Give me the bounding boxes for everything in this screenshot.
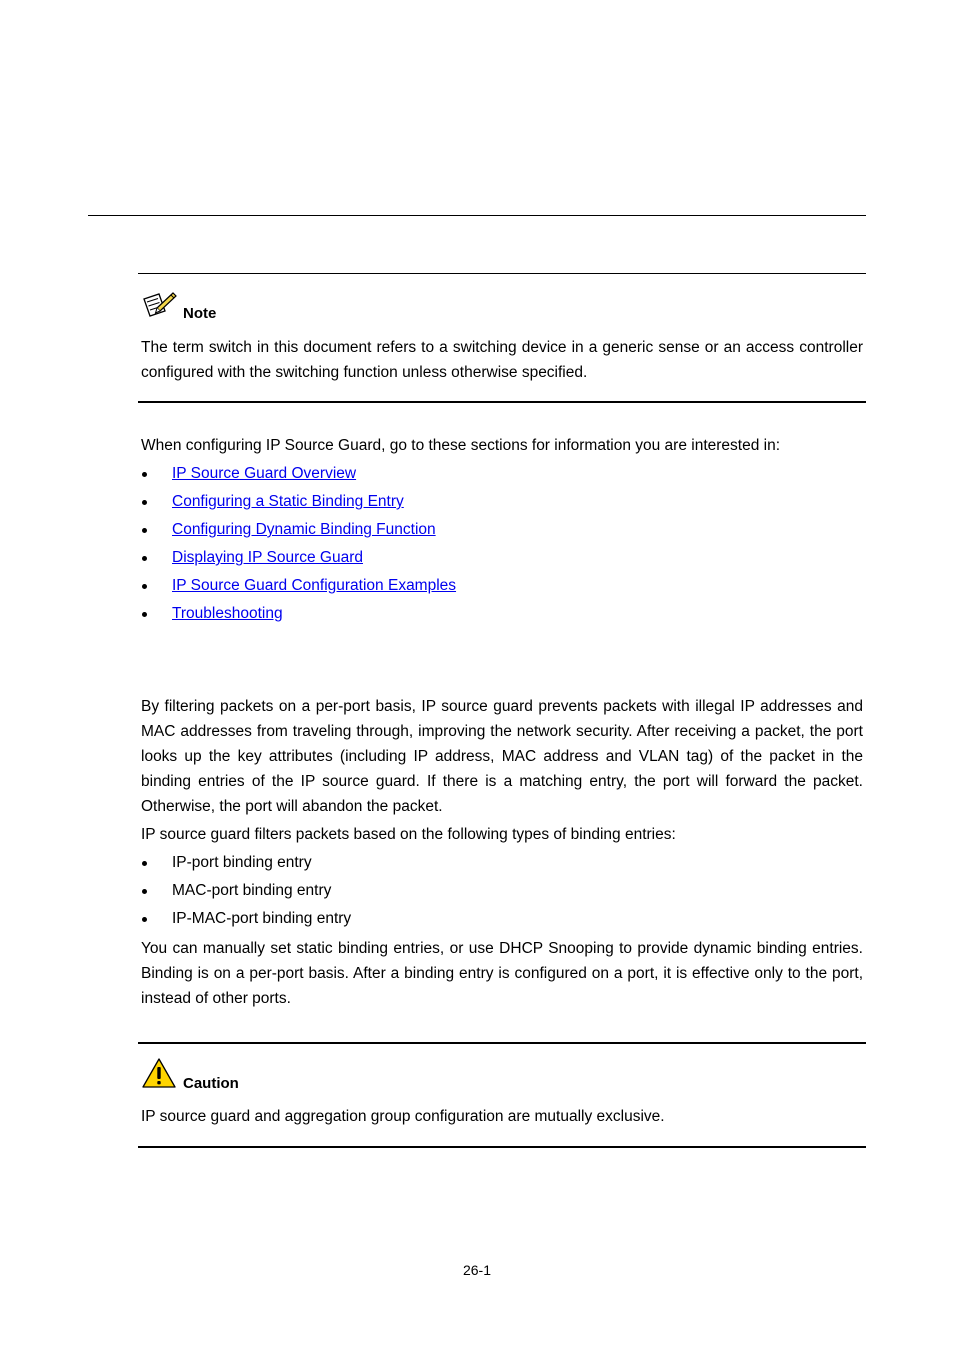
caution-bottom-rule — [138, 1146, 866, 1148]
bullet-icon — [142, 528, 147, 533]
list-item — [141, 492, 456, 520]
caution-text: IP source guard and aggregation group configuration are mutually exclusive. — [141, 1108, 665, 1125]
list-item — [141, 548, 456, 576]
caution-header — [141, 1060, 239, 1094]
intro-text: When configuring IP Source Guard, go to these sections for information you are interested in: — [141, 437, 781, 454]
link-ip-source-guard-overview[interactable]: IP Source Guard Overview — [172, 465, 357, 482]
link-displaying-ip-source-guard[interactable]: Displaying IP Source Guard — [172, 549, 363, 566]
list-item — [141, 881, 351, 909]
link-configuring-static-binding-entry[interactable]: Configuring a Static Binding Entry — [172, 493, 404, 510]
chapter-divider — [88, 215, 866, 216]
overview-paragraph-2: IP source guard filters packets based on the following types of binding entries: — [141, 826, 676, 843]
note-label: Note — [183, 305, 217, 322]
link-troubleshooting[interactable]: Troubleshooting — [172, 605, 283, 622]
list-item — [141, 520, 456, 548]
bullet-icon — [142, 584, 147, 589]
caution-top-rule — [138, 1042, 866, 1044]
overview-paragraph-3: You can manually set static binding entries, or use DHCP Snooping to provide dynamic binding entries. Binding is on a per-port basis. After a binding entry is configured on a port, it is effective only to the port, instead of other ports. — [141, 940, 863, 1007]
bullet-icon — [142, 612, 147, 617]
note-bottom-rule — [138, 401, 866, 403]
list-item — [141, 909, 351, 937]
section-link-list — [141, 464, 456, 632]
note-text: The term switch in this document refers to a switching device in a generic sense or an access controller configured with the switching function unless otherwise specified. — [141, 339, 863, 381]
bullet-icon — [142, 472, 147, 477]
entry-type-ip-port: IP-port binding entry — [172, 854, 312, 871]
binding-entry-types-list — [141, 853, 351, 937]
list-item — [141, 604, 456, 632]
note-top-rule — [138, 273, 866, 274]
bullet-icon — [142, 861, 147, 866]
note-pencil-icon — [141, 289, 177, 324]
overview-paragraph-1: By filtering packets on a per-port basis, IP source guard prevents packets with illegal IP addresses and MAC addresses from traveling through, improving the network security. After receiving a packet, the port looks up the key attributes (including IP address, MAC address and VLAN tag) of the packet in the binding entries of the IP source guard. If there is a matching entry, the port will forward the packet. Otherwise, the port will abandon the packet. — [141, 698, 863, 815]
list-item — [141, 853, 351, 881]
entry-type-mac-port: MAC-port binding entry — [172, 882, 332, 899]
bullet-icon — [142, 889, 147, 894]
list-item — [141, 576, 456, 604]
bullet-icon — [142, 917, 147, 922]
caution-label: Caution — [183, 1075, 239, 1092]
list-item — [141, 464, 456, 492]
warning-triangle-icon — [141, 1057, 177, 1094]
bullet-icon — [142, 500, 147, 505]
note-header — [141, 290, 216, 324]
bullet-icon — [142, 556, 147, 561]
link-configuring-dynamic-binding-function[interactable]: Configuring Dynamic Binding Function — [172, 521, 436, 538]
link-configuration-examples[interactable]: IP Source Guard Configuration Examples — [172, 577, 457, 594]
entry-type-ip-mac-port: IP-MAC-port binding entry — [172, 910, 352, 927]
page-number: 26-1 — [462, 1262, 492, 1278]
